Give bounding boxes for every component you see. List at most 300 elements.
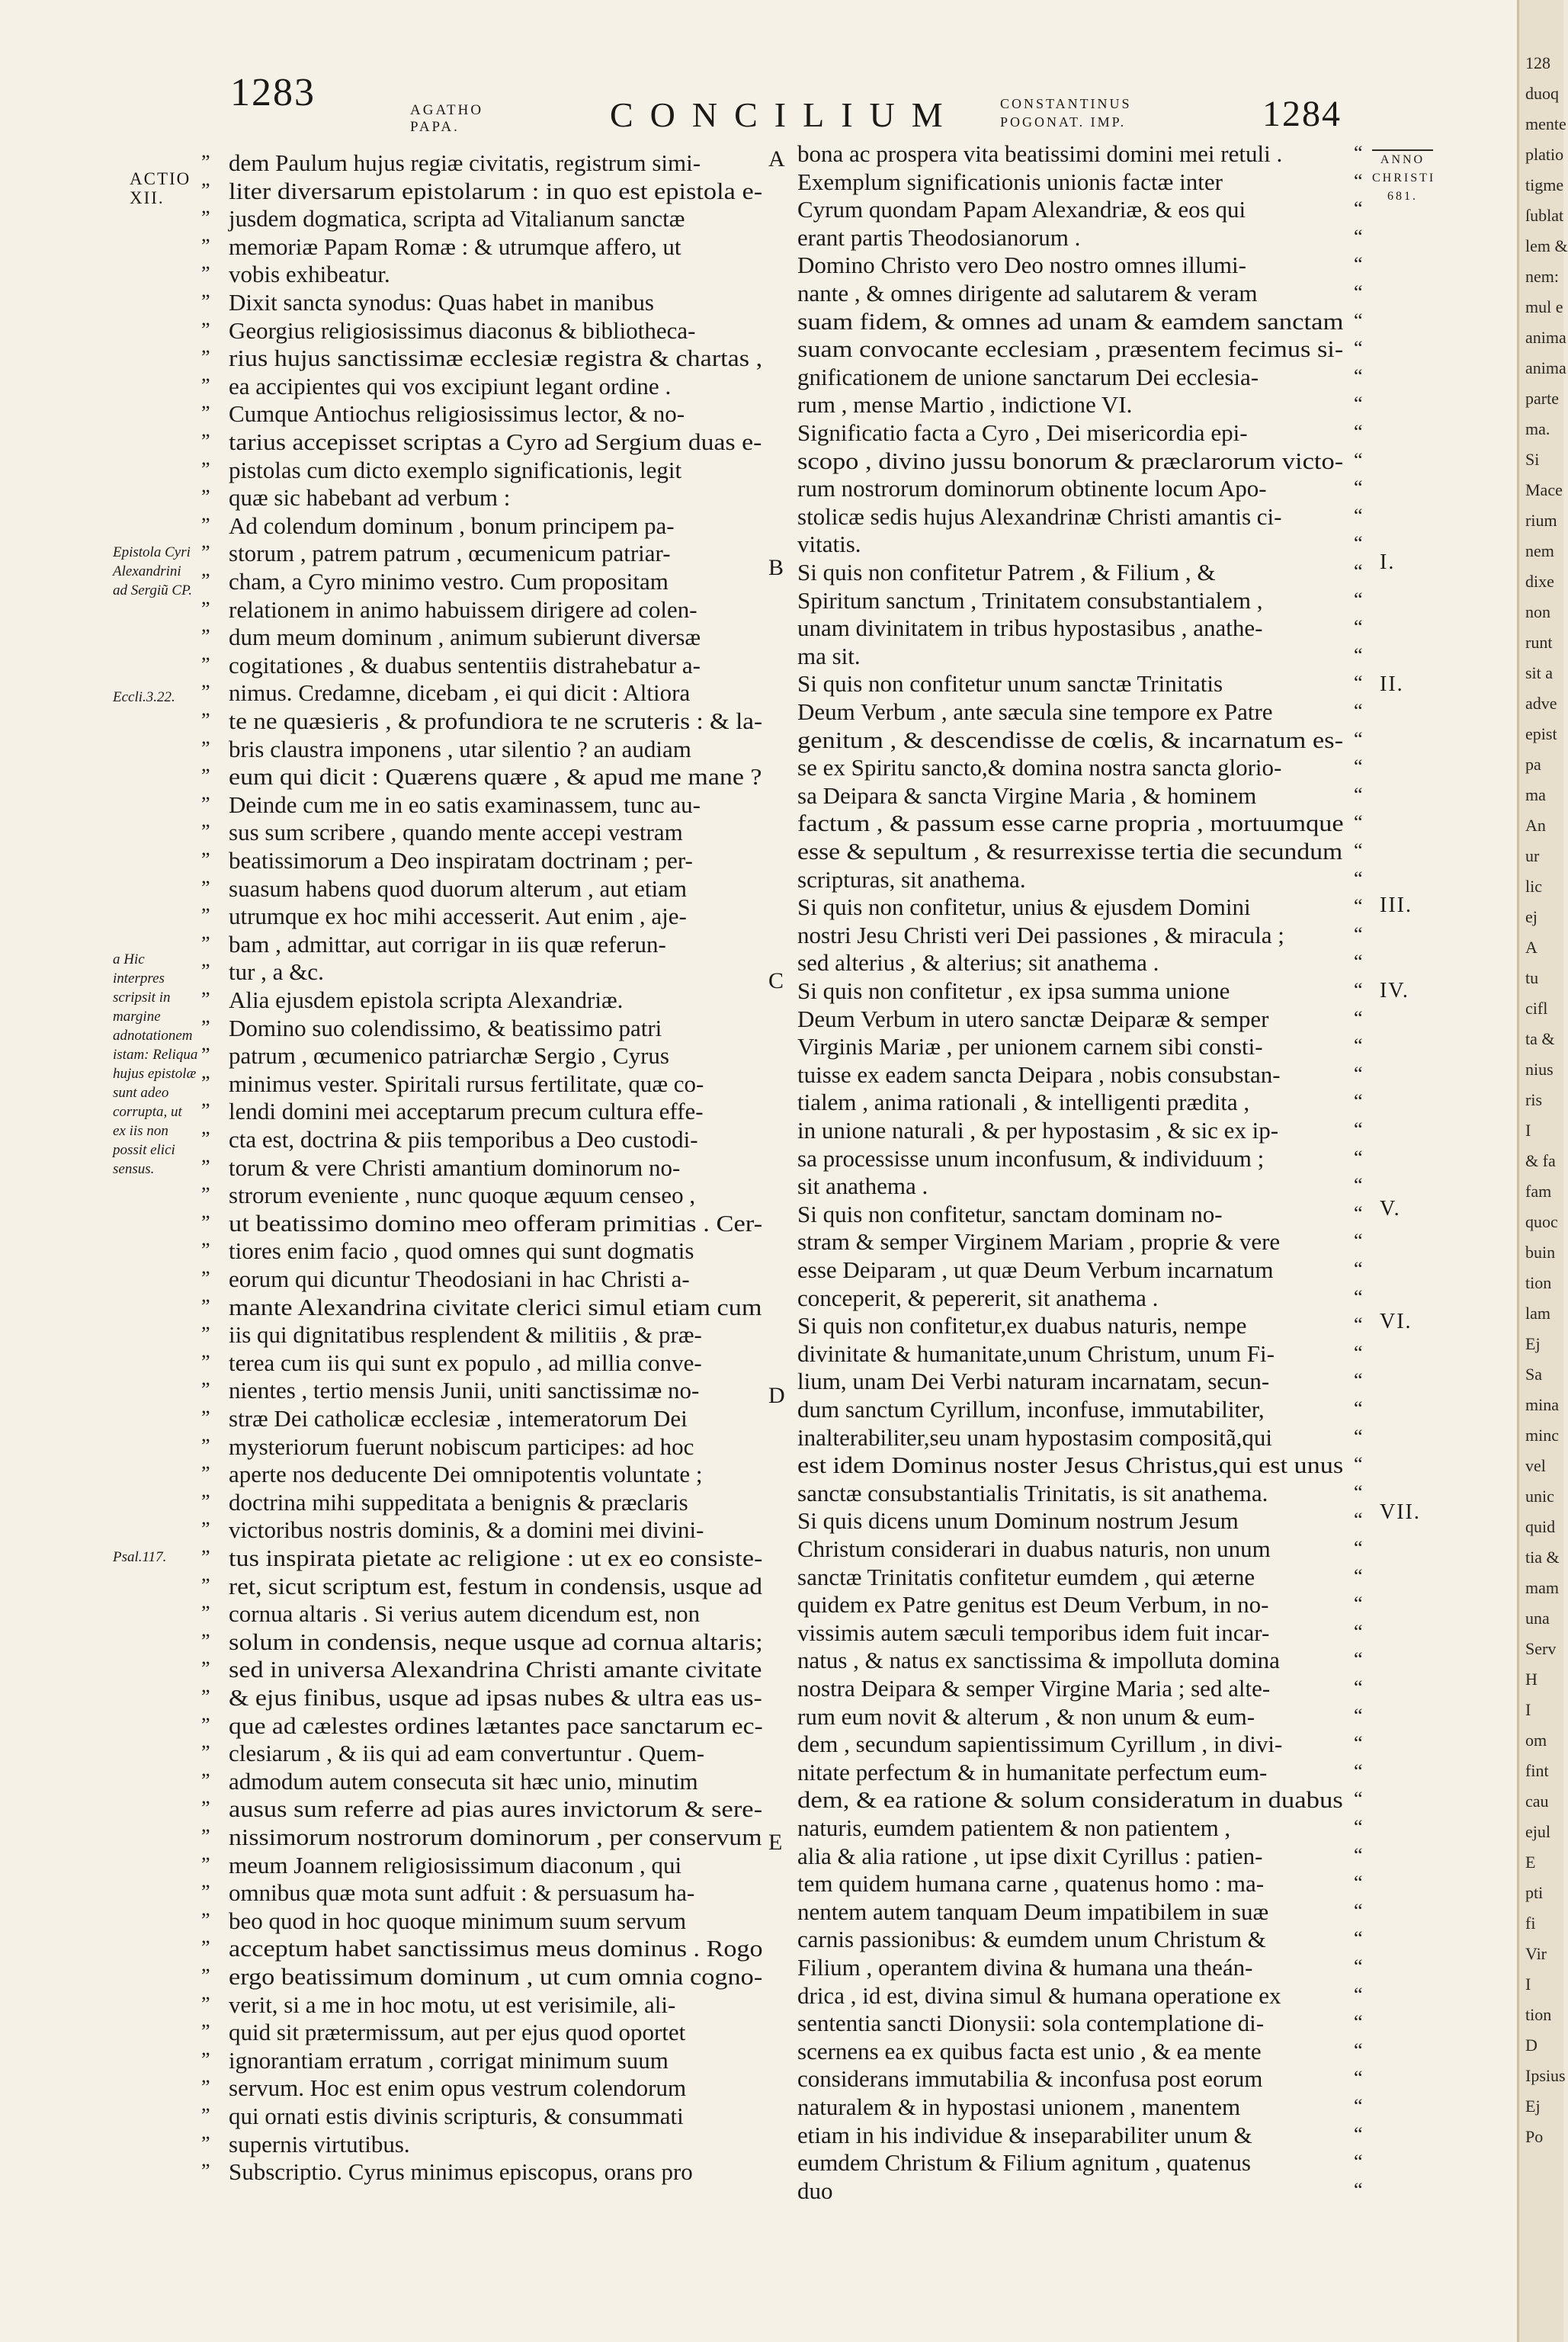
text-line: Christum considerari in duabus naturis, non unum [797,1535,1271,1562]
quote-mark-icon: “ [1354,1453,1363,1476]
text-line: drica , id est, divina simul & humana operatione ex [797,1981,1281,2009]
text-line: sa Deipara & sancta Virgine Maria , & hominem [797,781,1257,809]
quote-mark-icon: “ [1354,727,1363,750]
quote-mark-icon: ” [201,681,210,704]
quote-mark-icon: “ [1354,1425,1363,1448]
quote-mark-icon: ” [201,2160,210,2183]
text-line: minimus vester. Spiritali rursus fertilitate, quæ co- [229,1070,704,1097]
quote-mark-icon: “ [1354,1146,1363,1169]
text-line: Si quis non confitetur,ex duabus naturis, nempe [797,1312,1247,1339]
running-head-right-line: POGONAT. IMP. [1000,114,1127,130]
next-page-fragment: om [1525,1731,1547,1750]
quote-mark-icon: “ [1354,979,1363,1001]
quote-mark-icon: “ [1354,532,1363,555]
text-line: quæ sic habebant ad verbum : [229,484,511,512]
quote-mark-icon: “ [1354,197,1363,220]
text-line: nostri Jesu Christi veri Dei passiones , & miracula ; [797,921,1284,948]
next-page-fragment: una [1525,1609,1550,1628]
next-page-fragment: Vir [1525,1944,1547,1963]
next-page-fragment: dixe [1525,572,1554,591]
canon-number-5: V. [1380,1197,1401,1221]
quote-mark-icon: “ [1354,169,1363,192]
quote-mark-icon: ” [201,597,210,620]
quote-mark-icon: “ [1354,1090,1363,1113]
text-line: Domino Christo vero Deo nostro omnes illumi- [797,252,1246,279]
next-page-fragment: I [1525,1700,1531,1719]
text-line: & ejus finibus, usque ad ipsas nubes & ultra eas us- [229,1684,762,1711]
text-line: scernens ea ex quibus facta est unio , & ea mente [797,2037,1262,2064]
text-line: ausus sum referre ad pias aures invictorum & sere- [229,1795,763,1823]
quote-mark-icon: “ [1354,1035,1363,1057]
text-line: inalterabiliter,seu unam hypostasim compositã,qui [797,1423,1272,1451]
text-line: eorum qui dicuntur Theodosiani in hac Christi a- [229,1266,690,1292]
quote-mark-icon: ” [201,1323,210,1346]
next-page-fragment: Po [1525,2127,1544,2146]
text-line: relationem in animo habuissem dirigere ad colen- [229,595,697,623]
next-page-fragment: fi [1525,1914,1536,1933]
quote-mark-icon: ” [201,1407,210,1429]
text-line: stolicæ sedis hujus Alexandrinæ Christi amantis ci- [797,502,1282,530]
margin-note-interpres: a Hic interpres scripsit in margine adnotationem istam: Reliqua hujus epistolæ sunt adeo corrupta, ut ex iis non possit elici sensus. [113,951,198,1177]
quote-mark-icon: “ [1354,1676,1363,1699]
quote-mark-icon: “ [1354,756,1363,778]
quote-mark-icon: “ [1354,1118,1363,1141]
quote-mark-icon: ” [201,2132,210,2154]
text-line: jusdem dogmatica, scripta ad Vitalianum sanctæ [229,205,685,233]
quote-mark-icon: “ [1354,1369,1363,1392]
quote-mark-icon: “ [1354,1955,1363,1978]
text-line: utrumque ex hoc mihi accesserit. Aut enim , aje- [229,903,687,930]
quote-mark-icon: “ [1354,1872,1363,1894]
text-line: tialem , anima rationali , & intelligenti prædita , [797,1089,1250,1116]
text-line: eum qui dicit : Quærens quære , & apud me mane ? [229,763,762,791]
quote-mark-icon: ” [201,1183,210,1206]
quote-mark-icon: “ [1354,2122,1363,2145]
quote-mark-icon: ” [201,1657,210,1680]
quote-mark-icon: ” [201,792,210,815]
text-line: naturis, eumdem patientem & non patientem , [797,1814,1231,1841]
quote-mark-icon: ” [201,1015,210,1038]
next-page-fragment: Sa [1525,1365,1542,1384]
next-page-fragment: sit a [1525,663,1554,682]
quote-mark-icon: “ [1354,1314,1363,1336]
quote-mark-icon: ” [201,2104,210,2126]
quote-mark-icon: ” [201,1686,210,1708]
next-page-fragment: 128 [1525,53,1550,72]
text-line: cogitationes , & duabus sententiis distrahebatur a- [229,651,701,679]
quote-mark-icon: ” [201,1239,210,1262]
text-line: factum , & passum esse carne propria , mortuumque [797,810,1344,837]
text-line: ret, sicut scriptum est, festum in condensis, usque ad [229,1572,762,1599]
canon-number-1: I. [1380,550,1396,574]
quote-mark-icon: “ [1354,1648,1363,1671]
next-page-fragment: anima [1525,358,1566,377]
text-line: esse Deiparam , ut quæ Deum Verbum incarnatum [797,1256,1274,1283]
quote-mark-icon: ” [201,1825,210,1847]
next-page-fragment: mam [1525,1578,1559,1597]
text-line: cta est, doctrina & piis temporibus a Deo custodi- [229,1126,698,1153]
quote-mark-icon: “ [1354,1620,1363,1643]
next-page-fragment: mina [1525,1395,1559,1414]
next-page-fragment: tion [1525,2005,1552,2024]
next-page-fragment: An [1525,816,1546,835]
text-line: servum. Hoc est enim opus vestrum colendorum [229,2074,687,2102]
text-line: Si quis non confitetur unum sanctæ Trinitatis [797,670,1223,698]
text-line: rum eum novit & alterum , & non unum & eum- [797,1702,1255,1730]
next-page-fragment: mente [1525,114,1566,133]
text-line: mysteriorum fuerunt nobiscum participes: ad hoc [229,1432,694,1460]
next-page-fragment: Serv [1525,1639,1557,1658]
next-page-fragment: minc [1525,1426,1559,1445]
text-line: lendi domini mei acceptarum precum cultura effe- [229,1098,704,1125]
next-page-fragment: I [1525,1975,1531,1994]
running-head-left-line: PAPA. [410,119,460,135]
text-line: suasum habens quod duorum alterum , aut etiam [229,874,687,902]
next-page-fragment: ſublat [1525,206,1564,225]
quote-mark-icon: “ [1354,1006,1363,1029]
quote-mark-icon: “ [1354,839,1363,861]
next-page-fragment: ta & [1525,1029,1555,1048]
text-line: terea cum iis qui sunt ex populo , ad millia conve- [229,1349,702,1376]
quote-mark-icon: “ [1354,1230,1363,1253]
text-line: carnis passionibus: & eumdem unum Christum & [797,1926,1266,1953]
text-line: clesiarum , & iis qui ad eam convertuntur . Quem- [229,1740,705,1767]
quote-mark-icon: ” [201,1128,210,1150]
quote-mark-icon: ” [201,1267,210,1289]
quote-mark-icon: ” [201,904,210,927]
text-line: lium, unam Dei Verbi naturam incarnatam, secun- [797,1368,1270,1395]
next-page-fragment: mul e [1525,297,1563,316]
text-line: Georgius religiosissimus diaconus & bibliotheca- [229,316,696,344]
text-line: sanctæ consubstantialis Trinitatis, is sit anathema. [797,1479,1268,1506]
anno-label: ANNO [1380,153,1425,166]
section-letter-a: A [768,146,785,172]
section-letter-e: E [768,1830,783,1855]
next-page-fragment: I [1525,1121,1531,1140]
next-page-fragment: rium [1525,511,1557,530]
text-line: suam convocante ecclesiam , præsentem fecimus si- [797,335,1344,363]
text-line: Ad colendum dominum , bonum principem pa- [229,512,675,539]
text-line: Dixit sancta synodus: Quas habet in manibus [229,289,654,316]
text-line: acceptum habet sanctissimus meus dominus . Rogo [229,1935,763,1962]
quote-mark-icon: ” [201,1713,210,1736]
text-line: vobis exhibeatur. [229,261,390,288]
text-line: ea accipientes qui vos excipiunt legant ordine . [229,372,672,399]
text-line: Alia ejusdem epistola scripta Alexandriæ. [229,987,624,1013]
next-page-fragment: duoq [1525,84,1559,103]
quote-mark-icon: ” [201,1881,210,1904]
next-page-fragment: Ipsius [1525,2066,1566,2085]
next-page-edge [1517,0,1568,2342]
next-page-fragment: vel [1525,1456,1546,1475]
quote-mark-icon: ” [201,1769,210,1792]
page-number-left: 1283 [230,71,316,114]
text-line: tuisse ex eadem sancta Deipara , nobis consubstan- [797,1060,1281,1088]
next-page-fragment: ejul [1525,1822,1550,1841]
text-line: scripturas, sit anathema. [797,865,1026,893]
quote-mark-icon: “ [1354,309,1363,332]
text-line: Filium , operantem divina & humana una theán- [797,1954,1253,1981]
next-page-fragment: buin [1525,1243,1556,1262]
text-line: mante Alexandrina civitate clerici simul etiam cum [229,1293,762,1320]
quote-mark-icon: ” [201,1574,210,1596]
text-line: te ne quæsieris , & profundiora te ne scruteris : & la- [229,707,763,734]
quote-mark-icon: ” [201,736,210,759]
section-letter-b: B [768,555,784,580]
text-line: natus , & natus ex sanctissima & impolluta domina [797,1647,1280,1674]
anno-christi-box [1372,149,1436,206]
text-line: Deum Verbum , ante sæcula sine tempore ex Patre [797,698,1273,725]
text-line: dem , secundum sapientissimum Cyrillum , in divi- [797,1731,1283,1758]
next-page-fragment: ris [1525,1090,1542,1109]
quote-mark-icon: “ [1354,1258,1363,1280]
quote-mark-icon: ” [201,178,210,201]
quote-mark-icon: “ [1354,1174,1363,1197]
next-page-fragment: tigme [1525,175,1564,194]
quote-mark-icon: ” [201,2076,210,2099]
margin-note-psal: Psal.117. [113,1549,167,1565]
quote-mark-icon: “ [1354,1397,1363,1420]
next-page-fragment: tu [1525,968,1539,987]
quote-mark-icon: ” [201,457,210,480]
quote-mark-icon: ” [201,1462,210,1485]
next-page-fragment: epist [1525,724,1557,743]
quote-mark-icon: ” [201,541,210,564]
canon-number-6: VI. [1380,1310,1412,1333]
quote-mark-icon: “ [1354,643,1363,666]
quote-mark-icon: “ [1354,2067,1363,2090]
quote-mark-icon: ” [201,486,210,509]
text-line: nostra Deipara & semper Virgine Maria ; sed alte- [797,1675,1271,1702]
quote-mark-icon: ” [201,569,210,592]
quote-mark-icon: “ [1354,421,1363,443]
next-page-fragment: quoc [1525,1212,1558,1231]
text-line: etiam in his individue & inseparabiliter unum & [797,2121,1252,2148]
quote-mark-icon: “ [1354,867,1363,890]
quote-mark-icon: ” [201,151,210,173]
text-line: nimus. Credamne, dicebam , ei qui dicit : Altiora [229,679,691,707]
text-line: que ad cælestes ordines lætantes pace sanctarum ec- [229,1712,763,1739]
text-line: ma sit. [797,642,861,669]
running-head-left [410,102,483,136]
text-line: strorum eveniente , nunc quoque æquum censeo , [229,1182,696,1209]
quote-mark-icon: “ [1354,1481,1363,1503]
next-page-fragment: lic [1525,877,1542,896]
text-line: iis qui dignitatibus resplendent & militiis , & præ- [229,1321,702,1349]
text-line: dum sanctum Cyrillum, inconfuse, immutabiliter, [797,1396,1265,1423]
next-page-fragment: anima [1525,328,1566,347]
quote-mark-icon: “ [1354,1732,1363,1755]
text-line: verit, si a me in hoc motu, ut est verisimile, ali- [229,1991,676,2018]
quote-mark-icon: “ [1354,1537,1363,1559]
quote-mark-icon: ” [201,1992,210,2015]
next-page-fragment: platio [1525,145,1564,164]
next-page-fragment: & fa [1525,1151,1556,1170]
quote-mark-icon: “ [1354,1899,1363,1922]
text-line: esse & sepultum , & resurrexisse tertia die secundum [797,838,1343,865]
text-line: rum , mense Martio , indictione VI. [797,391,1133,419]
text-line: nentem autem tanquam Deum impatibilem in suæ [797,1898,1269,1925]
text-line: alia & alia ratione , ut ipse dixit Cyrillus : patien- [797,1842,1263,1869]
text-line: duo [797,2177,833,2204]
text-line: Si quis non confitetur Patrem , & Filium , & [797,559,1216,586]
quote-mark-icon: “ [1354,1201,1363,1224]
text-line: bris claustra imponens , utar silentio ? an audiam [229,735,691,762]
quote-mark-icon: “ [1354,476,1363,499]
quote-mark-icon: ” [201,374,210,396]
quote-mark-icon: ” [201,1378,210,1401]
text-line: torum & vere Christi amantium dominorum no- [229,1153,681,1181]
next-page-fragment: unic [1525,1487,1554,1506]
quote-mark-icon: “ [1354,1760,1363,1782]
quote-mark-icon: “ [1354,560,1363,582]
quote-mark-icon: “ [1354,1564,1363,1587]
next-page-fragment: tion [1525,1273,1552,1292]
running-head-right-line: CONSTANTINUS [1000,96,1132,111]
next-page-fragment: adve [1525,694,1557,713]
quote-mark-icon: “ [1354,672,1363,695]
next-page-fragment: Ej [1525,2097,1541,2116]
text-line: Exemplum significationis unionis factæ inter [797,168,1223,195]
margin-note-eccli: Eccli.3.22. [113,689,175,705]
quote-mark-icon: ” [201,2048,210,2071]
text-line: ignorantiam erratum , corrigat minimum suum [229,2046,669,2074]
next-page-fragment: ma. [1525,419,1550,438]
text-line: bona ac prospera vita beatissimi domini mei retuli . [797,140,1283,167]
text-line: suam fidem, & omnes ad unam & eamdem sanctam [797,307,1344,335]
text-line: dum meum dominum , animum subierunt diversæ [229,624,701,651]
text-line: gnificationem de unione sanctarum Dei ecclesia- [797,363,1259,390]
next-page-fragment: parte [1525,389,1559,408]
canon-number-2: II. [1380,672,1404,696]
quote-mark-icon: ” [201,207,210,229]
text-line: memoriæ Papam Romæ : & utrumque affero, ut [229,233,681,260]
quote-mark-icon: ” [201,1853,210,1875]
text-line: nante , & omnes dirigente ad salutarem & veram [797,280,1258,306]
quote-mark-icon: ” [201,820,210,843]
quote-mark-icon: ” [201,1434,210,1457]
quote-mark-icon: ” [201,876,210,899]
quote-mark-icon: ” [201,1546,210,1568]
running-head-left-line: AGATHO [410,102,484,118]
section-letter-d: D [768,1383,785,1408]
quote-mark-icon: “ [1354,1983,1363,2006]
quote-mark-icon: ” [201,653,210,675]
text-line: admodum autem consecuta sit hæc unio, minutim [229,1767,698,1795]
text-line: quid sit prætermissum, aut per ejus quod oportet [229,2019,686,2046]
text-line: patrum , œcumenico patriarchæ Sergio , Cyrus [229,1042,669,1070]
quote-mark-icon: “ [1354,448,1363,471]
quote-mark-icon: “ [1354,700,1363,722]
text-line: Deum Verbum in utero sanctæ Deiparæ & semper [797,1005,1269,1032]
text-line: cornua altaris . Si verius autem dicendum est, non [229,1600,701,1628]
quote-mark-icon: “ [1354,811,1363,834]
quote-mark-icon: ” [201,234,210,257]
quote-mark-icon: ” [201,1518,210,1541]
next-page-fragment: nem [1525,541,1554,560]
next-page-fragment: lem & [1525,236,1568,255]
quote-mark-icon: “ [1354,2039,1363,2061]
text-line: beo quod in hoc quoque minimum suum servum [229,1907,687,1934]
text-line: naturalem & in hypostasi unionem , manentem [797,2093,1241,2120]
quote-mark-icon: “ [1354,951,1363,974]
text-line: ut beatissimo domino meo offeram primitias . Cer- [229,1209,763,1237]
text-line: sed alterius , & alterius; sit anathema . [797,949,1159,977]
text-line: Cyrum quondam Papam Alexandriæ, & eos qui [797,196,1246,223]
canon-number-3: III. [1380,893,1412,917]
quote-mark-icon: “ [1354,616,1363,639]
quote-mark-icon: ” [201,1908,210,1931]
quote-mark-icon: ” [201,290,210,313]
text-line: storum , patrem patrum , œcumenicum patriar- [229,540,671,567]
text-line: ergo beatissimum dominum , ut cum omnia cogno- [229,1963,763,1990]
text-line: sa processisse unum inconfusum, & individuum ; [797,1144,1265,1172]
text-line: beatissimorum a Deo inspiratam doctrinam ; per- [229,847,693,874]
text-line: Domino suo colendissimo, & beatissimo patri [229,1014,662,1041]
text-line: sed in universa Alexandrina Christi amante civitate [229,1656,762,1683]
text-line: tarius accepisset scriptas a Cyro ad Sergium duas e- [229,428,762,455]
text-line: pistolas cum dicto exemplo significationis, legit [229,456,682,483]
quote-mark-icon: “ [1354,337,1363,360]
text-line: sus sum scribere , quando mente accepi vestram [229,819,683,846]
quote-mark-icon: “ [1354,1285,1363,1308]
text-line: sit anathema . [797,1173,928,1200]
christi-label: CHRISTI [1372,172,1436,184]
text-line: nitate perfectum & in humanitate perfectum eum- [797,1758,1268,1785]
next-page-fragment: D [1525,2036,1538,2055]
text-line: solum in condensis, neque usque ad cornua altaris; [229,1628,763,1655]
quote-mark-icon: ” [201,932,210,954]
next-page-fragment: pa [1525,755,1541,774]
text-line: erant partis Theodosianorum . [797,223,1081,251]
text-line: se ex Spiritu sancto,& domina nostra sancta glorio- [797,754,1282,781]
quote-mark-icon: “ [1354,253,1363,276]
quote-mark-icon: “ [1354,364,1363,387]
quote-mark-icon: “ [1354,1062,1363,1085]
quote-mark-icon: ” [201,430,210,452]
next-page-fragment: fint [1525,1761,1549,1780]
next-page-fragment: pti [1525,1883,1544,1902]
quote-mark-icon: ” [201,2020,210,2043]
quote-mark-icon: “ [1354,1593,1363,1615]
text-line: Si quis dicens unum Dominum nostrum Jesum [797,1507,1239,1535]
quote-mark-icon: “ [1354,1704,1363,1727]
quote-mark-icon: ” [201,960,210,983]
quote-mark-icon: ” [201,1602,210,1625]
quote-mark-icon: ” [201,1490,210,1513]
text-line: bam , admittar, aut corrigar in iis quæ referun- [229,930,666,958]
quote-mark-icon: ” [201,709,210,731]
canon-number-7: VII. [1380,1500,1421,1524]
quote-mark-icon: “ [1354,1341,1363,1364]
next-page-fragment: Ej [1525,1334,1541,1353]
text-line: tus inspirata pietate ac religione : ut ex eo consiste- [229,1545,763,1571]
quote-mark-icon: “ [1354,1788,1363,1811]
quote-mark-icon: ” [201,513,210,536]
year-label: 681. [1387,190,1418,203]
quote-mark-icon: “ [1354,504,1363,527]
text-line: Subscriptio. Cyrus minimus episcopus, orans pro [229,2158,693,2186]
next-page-fragment: tia & [1525,1548,1560,1567]
quote-mark-icon: ” [201,625,210,648]
next-page-fragment: Mace [1525,480,1563,499]
text-line: tem quidem humana carne , quatenus homo : ma- [797,1870,1265,1898]
page-number-right: 1284 [1262,94,1342,134]
quote-mark-icon: “ [1354,393,1363,415]
next-page-fragment: lam [1525,1304,1550,1323]
next-page-fragment: Si [1525,450,1540,469]
quote-mark-icon: “ [1354,1927,1363,1950]
